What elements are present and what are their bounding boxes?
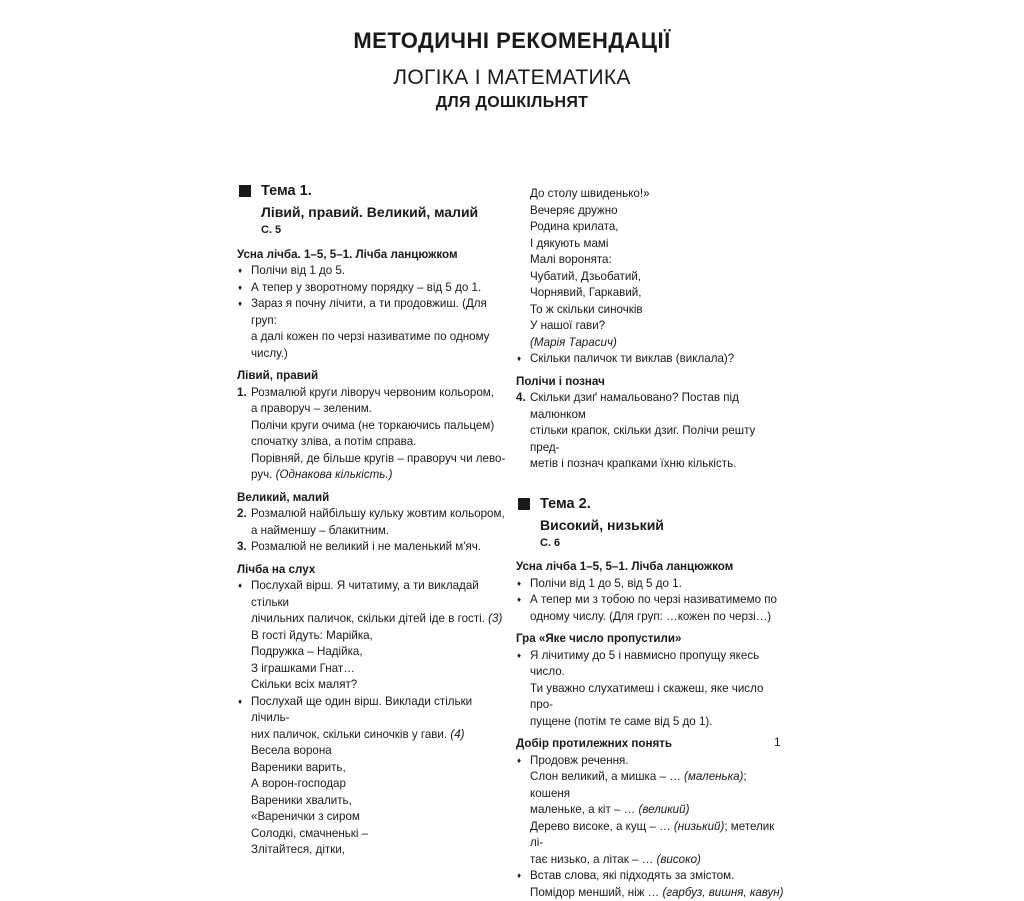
theme-2-heading (516, 495, 786, 514)
page-title: МЕТОДИЧНІ РЕКОМЕНДАЦІЇ (0, 28, 1024, 54)
text-line (530, 769, 786, 802)
poem-continuation (516, 186, 786, 351)
poem-line: Солодкі, смачненькі – (251, 826, 509, 843)
task-item (516, 390, 786, 473)
theme-2-name: Високий, низький (516, 516, 786, 535)
poem-line: Малі воронята: (530, 252, 786, 269)
text-line (251, 467, 509, 484)
text: лічильних паличок, скільки дітей іде в гості. (251, 612, 488, 625)
theme-1-page: С. 5 (237, 222, 509, 239)
task-number: 4. (516, 390, 526, 407)
answer-text: (гарбуз, вишня, кавун) (663, 886, 784, 899)
text: руч. (251, 468, 276, 481)
text: них паличок, скільки синочків у гави. (251, 728, 450, 741)
poem-line: А ворон-господар (251, 776, 509, 793)
text-line: Розмалюй не великий і не маленький м'яч. (251, 539, 509, 556)
answer-text: (4) (450, 728, 464, 741)
section-title: Полічи і познач (516, 374, 786, 391)
audience-subtitle: ДЛЯ ДОШКІЛЬНЯТ (0, 94, 1024, 112)
subject-title: ЛОГІКА І МАТЕМАТИКА (0, 66, 1024, 90)
text-line: одному числу. (Для груп: …кожен по черзі…) (530, 609, 786, 626)
list-item (516, 868, 786, 901)
answer-text: (3) (488, 612, 502, 625)
poem-line: Чорнявий, Гаркавий, (530, 285, 786, 302)
text-line: Розмалюй круги ліворуч червоним кольором, (251, 385, 509, 402)
poem-line: З іграшками Гнат… (251, 661, 509, 678)
poem-line: Вареники варить, (251, 760, 509, 777)
text: Дерево високе, а кущ – … (530, 820, 674, 833)
list-item (237, 296, 509, 362)
poem-line: До столу швиденько!» (530, 186, 786, 203)
text-line: ♦ А тепер ми з тобою по черзі називатимемо по (530, 592, 786, 609)
poem-line: Вечеряє дружно (530, 203, 786, 220)
poem-line: Весела ворона (251, 743, 509, 760)
text-line (530, 819, 786, 852)
text-line: Скільки дзиґ намальовано? Постав під малюнком (530, 390, 786, 423)
text-line: а праворуч – зеленим. (251, 401, 509, 418)
right-column (516, 186, 786, 901)
text-line: а далі кожен по черзі називатиме по одному (251, 329, 509, 346)
task-number: 2. (237, 506, 247, 523)
text: Помідор менший, ніж … (530, 886, 663, 899)
text-line: ♦ Зараз я почну лічити, а ти продовжиш. (Для груп: (251, 296, 509, 329)
section-title: Великий, малий (237, 490, 509, 507)
task-item (237, 385, 509, 484)
text-line: а найменшу – блакитним. (251, 523, 509, 540)
text-line: спочатку зліва, а потім справа. (251, 434, 509, 451)
theme-2-page: С. 6 (516, 535, 786, 552)
task-number: 3. (237, 539, 247, 556)
text-line (530, 802, 786, 819)
section-title: Усна лічба. 1–5, 5–1. Лічба ланцюжком (237, 247, 509, 264)
list-item: ♦ Скільки паличок ти виклав (виклала)? (516, 351, 786, 368)
theme-square-icon (518, 498, 530, 510)
text-line (530, 852, 786, 869)
text-line: стільки крапок, скільки дзиг. Полічи решту пред- (530, 423, 786, 456)
theme-1-title: Тема 1. (261, 182, 312, 201)
text: ; метелик лі- (530, 820, 774, 850)
poem-line: Скільки всіх малят? (251, 677, 509, 694)
text-line: пущене (потім те саме від 5 до 1). (530, 714, 786, 731)
text-line: Полічи круги очима (не торкаючись пальцем) (251, 418, 509, 435)
poem-line: В гості йдуть: Марійка, (251, 628, 509, 645)
poem-line: Вареники хвалить, (251, 793, 509, 810)
task-item (237, 506, 509, 539)
list-item: ♦ Полічи від 1 до 5. (237, 263, 509, 280)
list-item (516, 592, 786, 625)
text-line (251, 727, 509, 744)
poem-line: Родина крилата, (530, 219, 786, 236)
theme-1-name: Лівий, правий. Великий, малий (237, 203, 509, 222)
list-item (516, 648, 786, 731)
list-item (237, 694, 509, 859)
section-title: Усна лічба 1–5, 5–1. Лічба ланцюжком (516, 559, 786, 576)
poem-line: І дякують мамі (530, 236, 786, 253)
task-item (237, 539, 509, 556)
poem-line: У нашої гави? (530, 318, 786, 335)
poem-line: «Варенички з сиром (251, 809, 509, 826)
answer-text: (низький) (674, 820, 724, 833)
text-line: Порівняй, де більше кругів – праворуч чи лево- (251, 451, 509, 468)
text-line: метів і познач крапками їхню кількість. (530, 456, 786, 473)
poem-line: Злітайтеся, дітки, (251, 842, 509, 859)
text: ; кошеня (530, 770, 747, 800)
poem-author: (Марія Тарасич) (530, 335, 786, 352)
poem-line: Подружка – Надійка, (251, 644, 509, 661)
text-line: Розмалюй найбільшу кульку жовтим кольором, (251, 506, 509, 523)
poem-line: То ж скільки синочків (530, 302, 786, 319)
section-title: Лівий, правий (237, 368, 509, 385)
answer-text: (Однакова кількість.) (276, 468, 393, 481)
page-number: 1 (774, 735, 781, 749)
text-line: ♦ Продовж речення. (530, 753, 786, 770)
text-line: числу.) (251, 346, 509, 363)
answer-text: (високо) (657, 853, 701, 866)
left-column (237, 182, 509, 859)
list-item (237, 578, 509, 694)
theme-1-heading (237, 182, 509, 201)
text-line: ♦ Послухай вірш. Я читатиму, а ти викладай стільки (251, 578, 509, 611)
theme-2-title: Тема 2. (540, 495, 591, 514)
answer-text: (великий) (639, 803, 690, 816)
section-title: Добір протилежних понять (516, 736, 786, 753)
text-line (530, 885, 786, 901)
section-title: Гра «Яке число пропустили» (516, 631, 786, 648)
task-number: 1. (237, 385, 247, 402)
list-item (516, 753, 786, 869)
list-item: ♦ Полічи від 1 до 5, від 5 до 1. (516, 576, 786, 593)
answer-text: (маленька) (684, 770, 743, 783)
text: Слон великий, а мишка – … (530, 770, 684, 783)
theme-square-icon (239, 185, 251, 197)
text-line: ♦ Послухай ще один вірш. Виклади стільки лічиль- (251, 694, 509, 727)
text-line (251, 611, 509, 628)
section-title: Лічба на слух (237, 562, 509, 579)
text: тає низько, а літак – … (530, 853, 657, 866)
list-item: ♦ А тепер у зворотному порядку – від 5 до 1. (237, 280, 509, 297)
text-line: Ти уважно слухатимеш і скажеш, яке число про- (530, 681, 786, 714)
text-line: ♦ Я лічитиму до 5 і навмисно пропущу якесь число. (530, 648, 786, 681)
text-line: ♦ Встав слова, які підходять за змістом. (530, 868, 786, 885)
poem-line: Чубатий, Дзьобатий, (530, 269, 786, 286)
text: маленьке, а кіт – … (530, 803, 639, 816)
